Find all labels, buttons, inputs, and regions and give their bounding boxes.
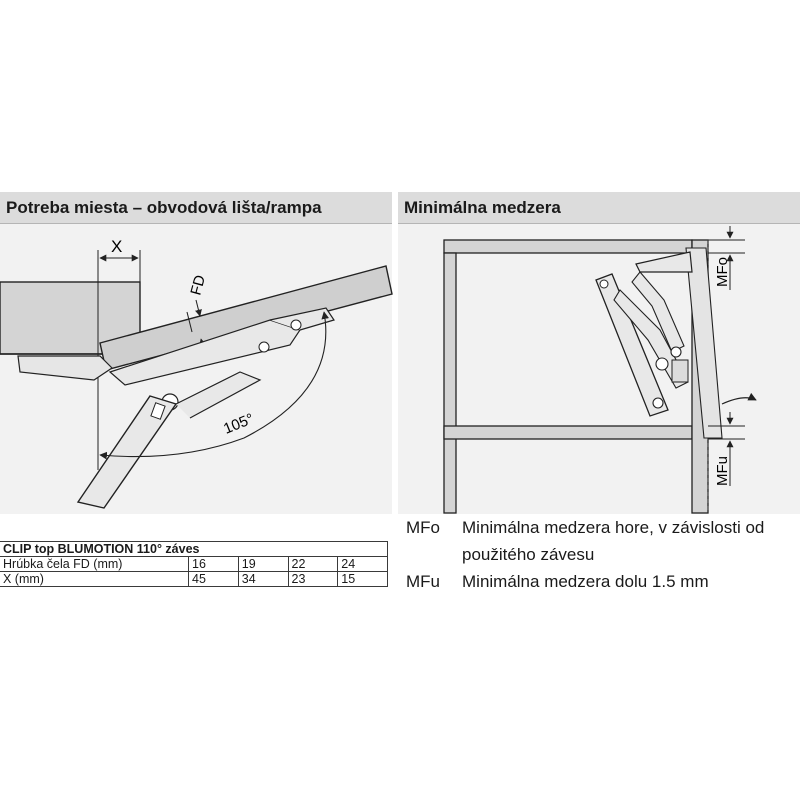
left-diagram (0, 237, 392, 508)
table-cell: 34 (238, 572, 288, 587)
table-cell: 19 (238, 557, 288, 572)
table-cell: 24 (338, 557, 388, 572)
legend-item-mfo (406, 514, 800, 568)
row-label: Hrúbka čela FD (mm) (0, 557, 189, 572)
legend-key: MFu (406, 572, 440, 591)
table-cell: 15 (338, 572, 388, 587)
dimension-x-label: X (111, 237, 123, 256)
cabinet-top-shelf (444, 240, 692, 253)
table-cell: 16 (189, 557, 239, 572)
table-cell: 45 (189, 572, 239, 587)
legend (406, 514, 800, 604)
table-title-row (0, 542, 388, 557)
row-label: X (mm) (0, 572, 189, 587)
right-diagram (444, 226, 756, 513)
mfu-label: MFu (714, 456, 731, 486)
legend-text: Minimálna medzera dolu 1.5 mm (462, 572, 709, 591)
table-cell: 22 (288, 557, 338, 572)
table-cell: 23 (288, 572, 338, 587)
table-row (0, 572, 388, 587)
legend-text: Minimálna medzera hore, v závislosti od (462, 518, 765, 537)
legend-text-cont: použitého závesu (462, 545, 595, 564)
dimension-fd-label: FD (187, 273, 210, 298)
table-row (0, 557, 388, 572)
mfo-label: MFo (714, 257, 731, 287)
angle-label: 105° (221, 410, 257, 438)
opening-arrow (722, 398, 756, 404)
legend-key: MFo (406, 518, 440, 537)
hinge-plate (636, 252, 692, 272)
right-panel-title: Minimálna medzera (404, 198, 561, 217)
spec-table (0, 541, 388, 587)
cabinet-left-wall (444, 253, 456, 513)
hinge-cup (18, 356, 112, 380)
left-panel-title: Potreba miesta – obvodová lišta/rampa (6, 198, 322, 217)
legend-item-mfu (406, 568, 800, 595)
cabinet-middle-shelf (444, 426, 692, 439)
table-title: CLIP top BLUMOTION 110° záves (0, 542, 388, 557)
